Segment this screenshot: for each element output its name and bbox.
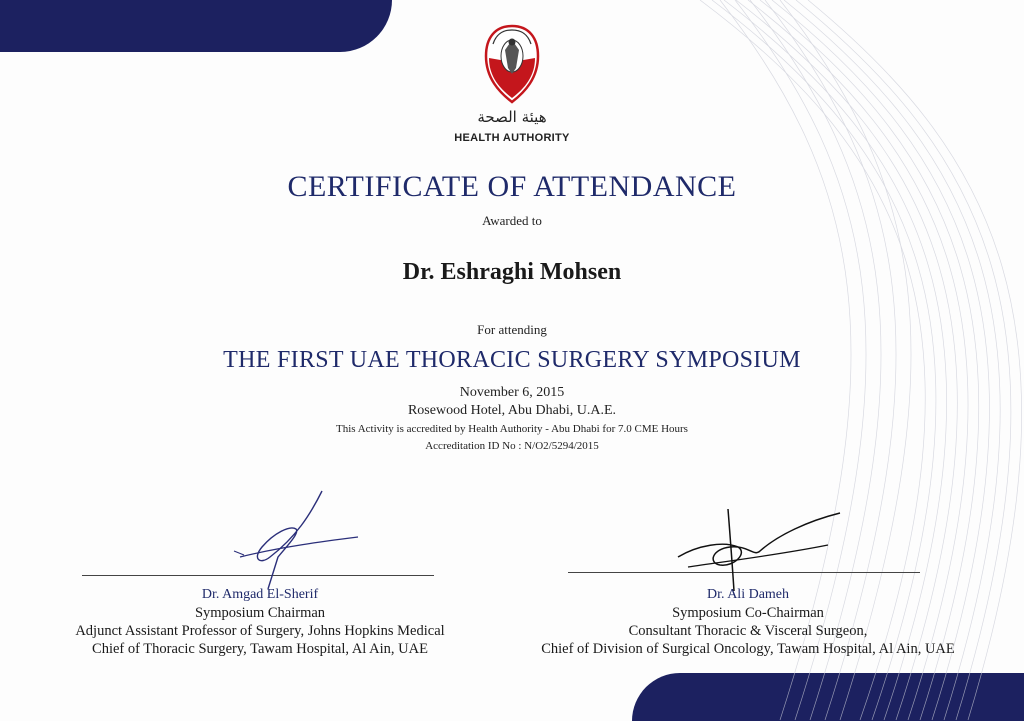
accreditation-note: This Activity is accredited by Health Authority - Abu Dhabi for 7.0 CME Hours [336,423,688,435]
event-date: November 6, 2015 [459,385,565,400]
signatory-role: Symposium Chairman [194,605,326,621]
awarded-to-label: Awarded to [482,213,542,228]
chairman-signature [230,485,370,595]
signatory-name: Dr. Ali Dameh [706,587,790,602]
certificate-title: CERTIFICATE OF ATTENDANCE [287,170,737,203]
issuer-english-name: HEALTH AUTHORITY [454,132,570,144]
for-attending-label: For attending [477,322,547,337]
health-authority-emblem-icon [481,22,543,108]
signatory-title-line-1: Consultant Thoracic & Visceral Surgeon, [628,623,868,639]
issuer-arabic-name: هيئة الصحة [477,108,547,126]
co-chairman-signature [668,505,848,595]
event-venue: Rosewood Hotel, Abu Dhabi, U.A.E. [407,403,617,418]
signatory-title-line-1: Adjunct Assistant Professor of Surgery, Johns Hopkins Medical [75,623,445,639]
top-navy-band [0,0,392,52]
signatory-title-line-2: Chief of Division of Surgical Oncology, Tawam Hospital, Al Ain, UAE [541,641,955,657]
signatory-role: Symposium Co-Chairman [672,605,824,621]
event-name: THE FIRST UAE THORACIC SURGERY SYMPOSIUM [223,347,801,373]
signatory-name: Dr. Amgad El-Sherif [201,587,319,602]
signatory-chairman [40,586,480,658]
signatory-co-chairman [508,586,988,658]
bottom-navy-band [632,673,1024,721]
recipient-name: Dr. Eshraghi Mohsen [402,259,622,285]
signatory-title-line-2: Chief of Thoracic Surgery, Tawam Hospital, Al Ain, UAE [92,641,428,657]
accreditation-id: Accreditation ID No : N/O2/5294/2015 [425,440,599,452]
